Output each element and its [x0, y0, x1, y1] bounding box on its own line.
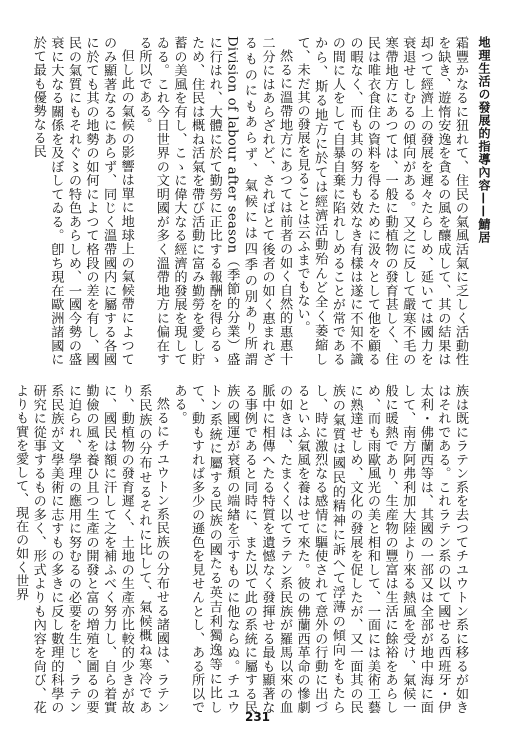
paragraph: 然るにチユウトン系民族の分布せる諸國は、ラテン系民族の分布せるそれに比して、氣候概ね寒冷であり、動植物の發育遲く、土地の生產亦比較的少きが故に、國民は額に汗して之を補ふべく努力し、自ら着實勤儉の風を養ひ且つ生產の開發と富の増殖を圖るの要に迫られ、學理の應用に努むるの必要を生じ、ラテン系民族が文學美術に志すもの多きに反し數理的科學の研究に從事するもの多く、形式よりも內容を尙び、花よりも實を愛して、現在の如く世界	[13, 384, 169, 714]
block-divider	[46, 374, 469, 375]
text-block-bottom	[13, 384, 469, 714]
paragraph: 但し此の氣候の影響は單に地球上の氣候帶によつてのみ顯著なるにあらず、同じく溫帶國内に屬する各國に於ても其の地勢の如何によつて格段の差を有し、國民の氣質にもそれぐ〻の特色あらしめ、一國今勢の盛衰に大なる關係を及ぼしてゐる。卽ち現在歐洲諸國に於て最も優勢なる民	[30, 36, 134, 366]
paragraph: 然るに溫帶地方にあつては前者の如く自然的惠惠十二分にはあらざれど、さればとて後者の如く惠まれざるものにもあらず、氣候には四季の別あり所謂 Division of labour after season（季節的分業）盛に行はれ、大體に於て勤勞に正比する報酬を得らるゝため、住民は概ね活氣を帶び活動に富み勤勞を愛し貯蓄の美風を有し、こゝに偉大なる經濟的發展を現してゐる。これ今日世界の文明國が多く溫帶地方に偏在する所以である。	[136, 36, 293, 366]
paragraph: 霜豐かなるに狃れて、住民の氣風活氣に乏しく活動性を缺き、遊惰安逸を貪るの風を釀成して、其の結果は却つて經濟上の發展を遲々たらしめ、延いては國力を衰退せしむるの傾向がある。又之に反して嚴寒不毛の寒帶地方にあつては、一般に動植物の發育甚しく、住民は唯衣食住の資料を得るために汲々として他を顧るの暇なく、而も其の努力も效なき有樣は遂に不知不識の間に人をして自暴自棄に陷れしめることが常であるから、斯る地方に於ては經濟活動殆んど全く萎縮して、未だ其の發展を見ることは云ふまでもない。	[294, 36, 468, 366]
running-header: 地理生活の發展的指導內容——鯖居	[477, 36, 491, 244]
paragraph: 族は既にラテン系を去つてチユウトン系に移るが如きはそれである。これラテン系の以て國せる西班牙・伊太利・佛蘭西等は、其國の一部又は全部が地中海に面して、南方阿弗利加大陸より來る熱風を受け、氣候一般に暖熱であり、生産物の豐富は生活に餘裕をあらしめ、而も雨歐風光の美と相和して、一面には美術工藝に熟達せしめ、文化の發展を促したが、又一面其の民族の氣質は國民的精神に訴へて浮薄の傾向をもたらし、時に激烈なる感情に驅使されて意外の行動に出づるといふ氣風を養はせて來た。彼の佛蘭西革命の慘劇の如きは、たまくく以てラテン系民族が羅馬以來の血脈中に相傳へたる特質を遺憾なく發揮せる最も顯著なる事例であると同時に、また以て此の系統に屬する民族の國運が衰頹の端緖を示すものに他ならぬ。チユウトン系統に屬する民族の國たる英吉利獨逸等に比して、動もすれば多少の遜色を見せんとし、ある所以である。	[171, 384, 468, 714]
page-number: 231	[244, 710, 271, 724]
text-block-top	[30, 36, 469, 366]
